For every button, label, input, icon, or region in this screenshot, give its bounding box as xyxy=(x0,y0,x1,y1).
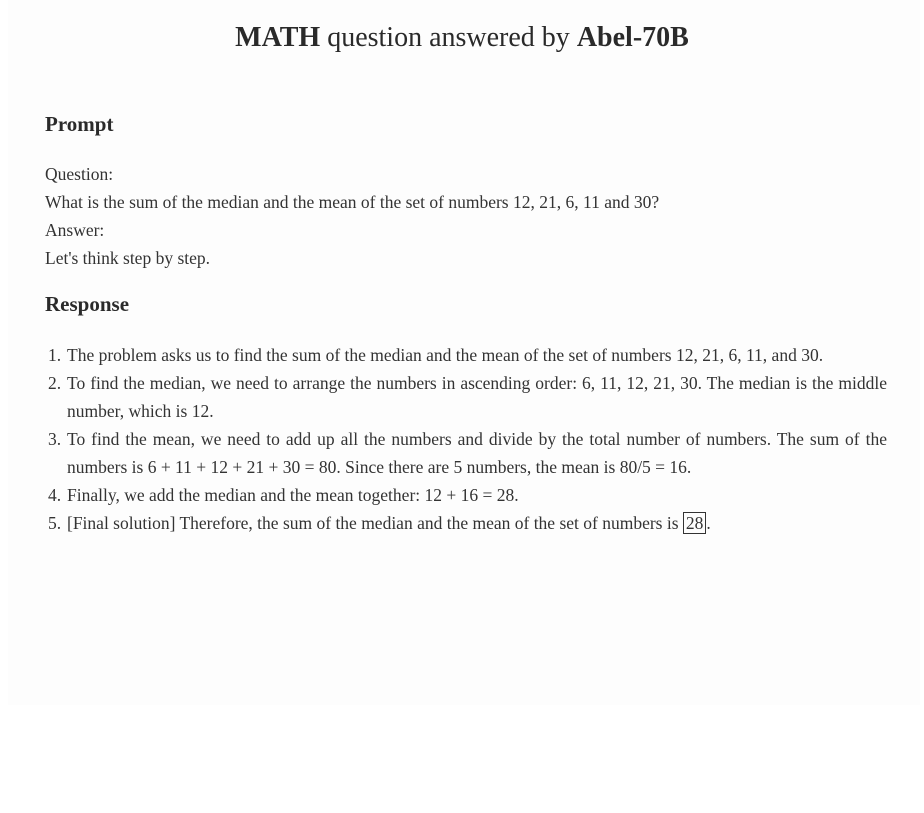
step-text: [Final solution] Therefore, the sum of the median and the mean of the set of numbers is xyxy=(67,513,683,533)
prompt-heading: Prompt xyxy=(45,112,114,136)
response-step-final xyxy=(45,509,887,537)
step-text: The problem asks us to find the sum of the median and the mean of the set of numbers 12, 21, 6, 11, and 30. xyxy=(67,345,824,365)
step-number: 3. xyxy=(48,429,62,449)
boxed-answer: 28 xyxy=(683,512,707,534)
response-step xyxy=(45,369,887,425)
question-text: What is the sum of the median and the mean of the set of numbers 12, 21, 6, 11 and 30? xyxy=(45,192,660,212)
page-title xyxy=(0,22,924,54)
answer-label: Answer: xyxy=(45,220,105,240)
response-steps xyxy=(45,341,887,537)
step-suffix: . xyxy=(706,513,711,533)
prompt-block xyxy=(45,160,895,272)
step-number: 2. xyxy=(48,373,62,393)
step-text: Finally, we add the median and the mean together: 12 + 16 = 28. xyxy=(67,485,519,505)
title-model: Abel-70B xyxy=(576,22,689,53)
step-text: To find the mean, we need to add up all the numbers and divide by the total number of numbers. The sum of the numbers is 6 + 11 + 12 + 21 + 30 = 80. Since there are 5 numbers, the mean is 80/5 = 16. xyxy=(67,429,887,477)
response-heading: Response xyxy=(45,292,130,316)
response-step xyxy=(45,425,887,481)
answer-text: Let's think step by step. xyxy=(45,248,211,268)
question-label: Question: xyxy=(45,164,114,184)
title-dataset: MATH xyxy=(235,22,321,53)
title-middle: question answered by xyxy=(320,22,577,53)
step-number: 4. xyxy=(48,485,62,505)
step-text: To find the median, we need to arrange the numbers in ascending order: 6, 11, 12, 21, 30. The median is the middle number, which is 12. xyxy=(67,373,887,421)
response-step xyxy=(45,481,887,509)
step-number: 5. xyxy=(48,513,62,533)
response-step xyxy=(45,341,887,369)
step-number: 1. xyxy=(48,345,62,365)
